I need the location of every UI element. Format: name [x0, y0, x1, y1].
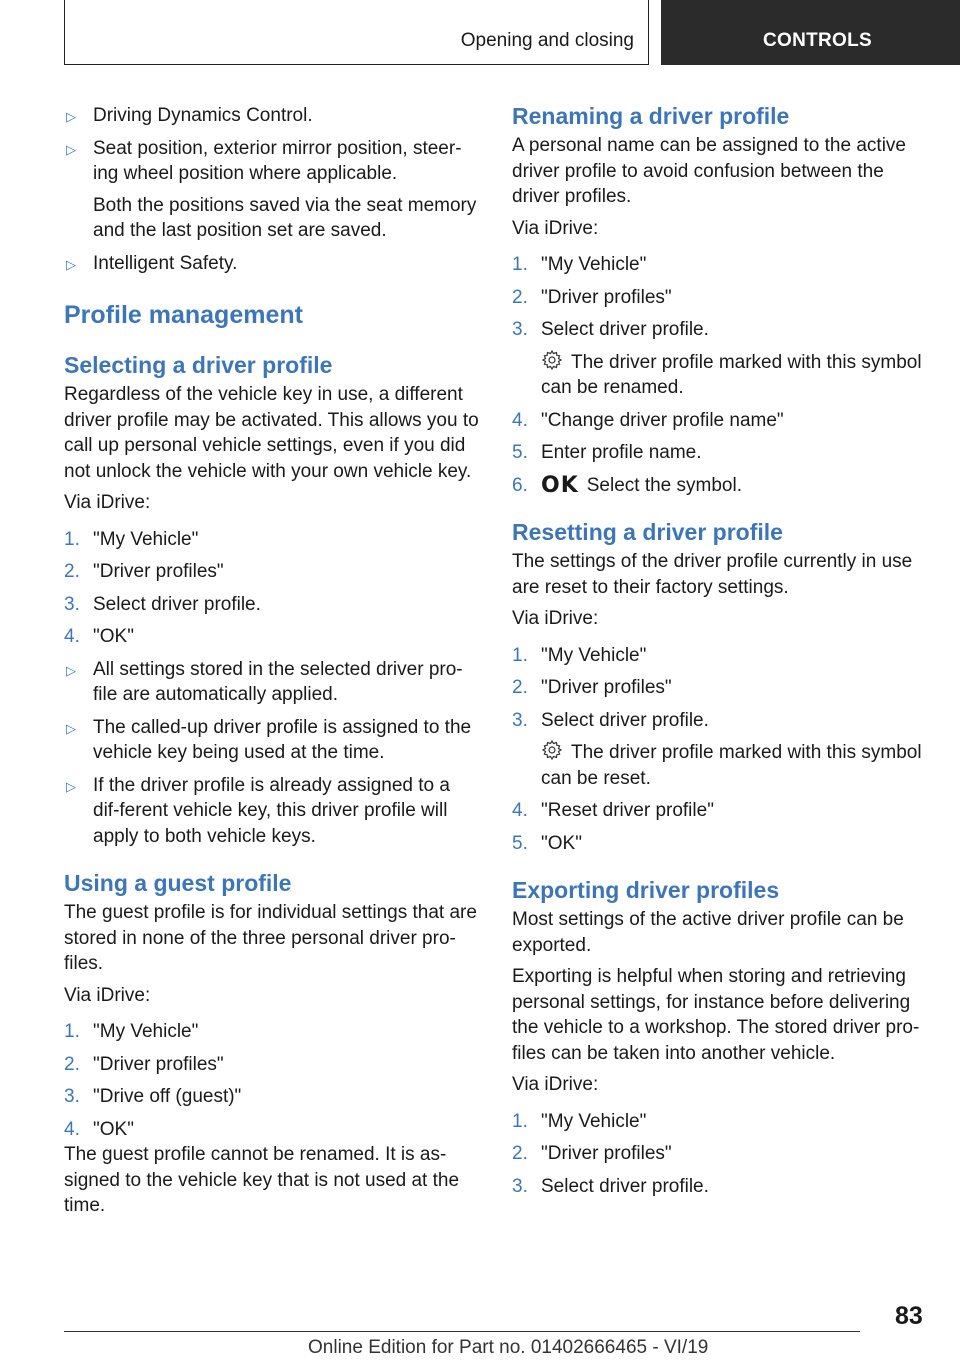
footer-divider [64, 1331, 860, 1332]
exporting-via: Via iDrive: [512, 1074, 599, 1095]
resetting-via: Via iDrive: [512, 608, 599, 629]
page-number: 83 [895, 1302, 923, 1330]
step-note: The driver profile marked with this symbol can be renamed. [541, 349, 930, 401]
list-item: ▷ Driving Dynamics Control. [66, 105, 313, 126]
list-item: 5. Enter profile name. [512, 442, 702, 463]
header-chapter-title: CONTROLS [763, 30, 873, 51]
list-item: 1. "My Vehicle" [64, 528, 199, 550]
right-column [512, 103, 930, 1206]
renaming-via: Via iDrive: [512, 217, 599, 239]
bullet-note: Both the positions saved via the seat memory and the last position set are saved. [93, 194, 477, 241]
gear-icon [541, 349, 563, 371]
list-item: ▷ The called-up driver profile is assigned to the vehicle key being used at the time. [66, 716, 472, 763]
renaming-heading: Renaming a driver profile [512, 103, 790, 129]
list-item: 2. "Driver profiles" [64, 1053, 224, 1075]
resetting-text: The settings of the driver profile currently in use are reset to their factory settings. [512, 551, 913, 598]
renaming-steps [512, 252, 930, 498]
ok-symbol-icon: OK [541, 472, 579, 498]
list-item: 4. "OK" [64, 1118, 134, 1140]
list-item: 2. "Driver profiles" [512, 677, 672, 698]
list-item: 4. "OK" [64, 626, 134, 647]
left-column [64, 103, 480, 1219]
profile-management-heading: Profile management [64, 301, 303, 329]
guest-via: Via iDrive: [64, 984, 151, 1006]
list-item: ▷ Intelligent Safety. [66, 252, 238, 274]
intro-bullet-list [64, 103, 480, 276]
exporting-text-1: Most settings of the active driver profile can be exported. [512, 909, 904, 956]
list-item: 1. "My Vehicle" [512, 254, 647, 275]
resetting-heading: Resetting a driver profile [512, 519, 783, 545]
header-chapter-box [661, 0, 960, 65]
exporting-heading: Exporting driver profiles [512, 877, 780, 903]
list-item: 5. "OK" [512, 832, 582, 854]
list-item: ▷ Seat position, exterior mirror position, steer‐ing wheel position where applicable. Both the positions saved via the seat memory and the last position set are saved. [64, 136, 480, 244]
guest-steps [64, 1019, 480, 1142]
resetting-steps [512, 643, 930, 857]
guest-heading: Using a guest profile [64, 870, 292, 896]
selecting-steps [64, 527, 480, 650]
list-item: 3. Select driver profile. The driver profile marked with this symbol can be renamed. [512, 317, 930, 401]
footer-edition: Online Edition for Part no. 01402666465 - VI/19 [308, 1337, 709, 1358]
list-item: 3. Select driver profile. The driver profile marked with this symbol can be reset. [512, 708, 930, 792]
guest-after-text: The guest profile cannot be renamed. It is as‐signed to the vehicle key that is not used at the time. [64, 1144, 460, 1216]
list-item: 6. OK Select the symbol. [512, 472, 742, 498]
list-item: 2. "Driver profiles" [64, 561, 224, 582]
list-item: 3. Select driver profile. [512, 1175, 709, 1197]
exporting-steps [512, 1109, 930, 1200]
gear-icon [541, 739, 563, 761]
list-item: ▷ If the driver profile is already assigned to a dif‐ferent vehicle key, this driver profile will apply to both vehicle keys. [66, 774, 450, 847]
step-note: The driver profile marked with this symbol can be reset. [541, 739, 930, 791]
header-section-box [64, 0, 649, 65]
list-item: ▷ All settings stored in the selected driver pro‐file are automatically applied. [66, 658, 463, 705]
guest-text: The guest profile is for individual settings that are stored in none of the three personal driver pro‐files. [64, 902, 477, 974]
list-item: 4. "Reset driver profile" [512, 800, 714, 821]
list-item: 3. "Drive off (guest)" [64, 1086, 242, 1107]
list-item: 1. "My Vehicle" [512, 644, 647, 666]
renaming-text: A personal name can be assigned to the active driver profile to avoid confusion between the driver profiles. [512, 135, 906, 207]
exporting-text-2: Exporting is helpful when storing and retrieving personal settings, for instance before delivering the vehicle to a workshop. The stored driver pro‐files can be taken into another vehicle. [512, 966, 920, 1064]
list-item: 4. "Change driver profile name" [512, 409, 784, 431]
selecting-bullets [64, 657, 480, 850]
selecting-via: Via iDrive: [64, 492, 151, 513]
header-section-title: Opening and closing [460, 30, 634, 51]
selecting-heading: Selecting a driver profile [64, 352, 333, 378]
list-item: 3. Select driver profile. [64, 593, 261, 615]
list-item: 1. "My Vehicle" [64, 1021, 199, 1042]
list-item: 1. "My Vehicle" [512, 1110, 647, 1132]
selecting-text: Regardless of the vehicle key in use, a different driver profile may be activated. This allows you to call up personal vehicle settings, even if you did not unlock the vehicle with your own vehicle key. [64, 384, 479, 482]
list-item: 2. "Driver profiles" [512, 286, 672, 308]
list-item: 2. "Driver profiles" [512, 1143, 672, 1164]
